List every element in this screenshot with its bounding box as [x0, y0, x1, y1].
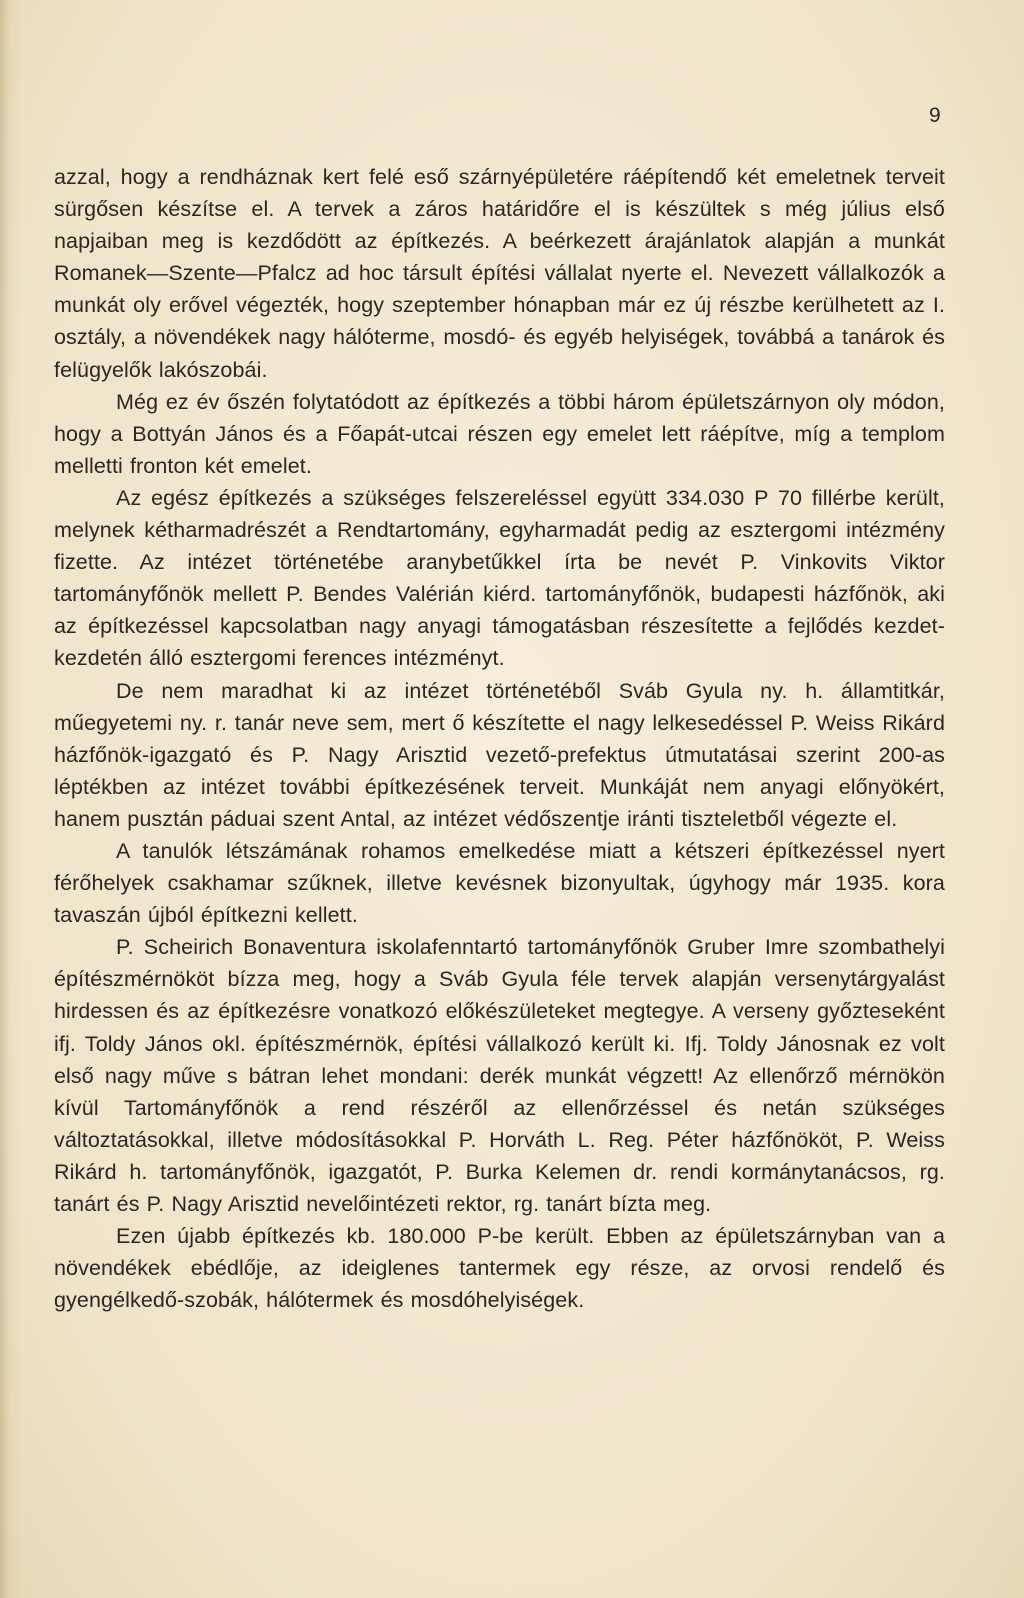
- paragraph-2: Még ez év őszén folytatódott az építkezés a többi három épületszárnyon oly módon, hogy a Bottyán János és a Főapát-utcai részen egy emelet lett ráépítve, míg a templom melletti fronton két emelet.: [54, 389, 945, 478]
- body-text: [54, 161, 945, 1316]
- page-number: 9: [929, 104, 941, 127]
- paragraph-7: Ezen újabb építkezés kb. 180.000 P-be került. Ebben az épületszárnyban van a növendékek ebédlője, az ideiglenes tantermek egy része, az orvosi rendelő és gyengélkedő-szobák, hálótermek és mosdóhelyiségek.: [54, 1224, 945, 1313]
- paragraph-3: Az egész építkezés a szükséges felszereléssel együtt 334.030 P 70 fillérbe került, melynek kétharmadrészét a Rendtartomány, egyharmadát pedig az esztergomi intézmény fizette. Az intézet történetébe aranybetűkkel írta be nevét P. Vinkovits Viktor tartományfőnök mellett P. Bendes Valérián kiérd. tartományfőnök, budapesti házfőnök, aki az építkezéssel kapcsolatban nagy anyagi támogatásban részesítette a fejlődés kezdet-kezdetén álló esztergomi ferences intézményt.: [54, 485, 945, 671]
- paragraph-6: P. Scheirich Bonaventura iskolafenntartó tartományfőnök Gruber Imre szombathelyi építészmérnököt bízza meg, hogy a Sváb Gyula féle tervek alapján versenytárgyalást hirdessen és az építkezésre vonatkozó előkészületeket megtegye. A verseny győzteseként ifj. Toldy János okl. építészmérnök, építési vállalkozó került ki. Ifj. Toldy Jánosnak ez volt első nagy műve s bátran lehet mondani: derék munkát végzett! Az ellenőrző mérnökön kívül Tartományfőnök a rend részéről az ellenőrzéssel és netán szükséges változtatásokkal, illetve módosításokkal P. Horváth L. Reg. Péter házfőnököt, P. Weiss Rikárd h. tartományfőnök, igazgatót, P. Burka Kelemen dr. rendi kormánytanácsos, rg. tanárt és P. Nagy Arisztid nevelőintézeti rektor, rg. tanárt bízta meg.: [54, 935, 945, 1216]
- paragraph-4: De nem maradhat ki az intézet történetéből Sváb Gyula ny. h. államtitkár, műegyetemi ny. r. tanár neve sem, mert ő készítette el nagy lelkesedéssel P. Weiss Rikárd házfőnök-igazgató és P. Nagy Arisztid vezető-prefektus útmutatásai szerint 200-as léptékben az intézet további építkezésének terveit. Munkáját nem anyagi előnyökért, hanem pusztán páduai szent Antal, az intézet védőszentje iránti tiszteletből végezte el.: [54, 678, 945, 831]
- paragraph-5: A tanulók létszámának rohamos emelkedése miatt a kétszeri építkezéssel nyert férőhelyek csakhamar szűknek, illetve kevésnek bizonyultak, úgyhogy már 1935. kora tavaszán újból építkezni kellett.: [54, 838, 945, 928]
- paragraph-1: azzal, hogy a rendháznak kert felé eső szárnyépületére ráépítendő két emeletnek terveit sürgősen készítse el. A tervek a záros határidőre el is készültek s még július első napjaiban meg is kezdődött az építkezés. A beérkezett árajánlatok alapján a munkát Romanek—Szente—Pfalcz ad hoc társult építési vállalat nyerte el. Nevezett vállalkozók a munkát oly erővel végezték, hogy szeptember hónapban már ez új részbe kerülhetett az I. osztály, a növendékek nagy hálóterme, mosdó- és egyéb helyiségek, továbbá a tanárok és felügyelők lakószobái.: [54, 165, 945, 382]
